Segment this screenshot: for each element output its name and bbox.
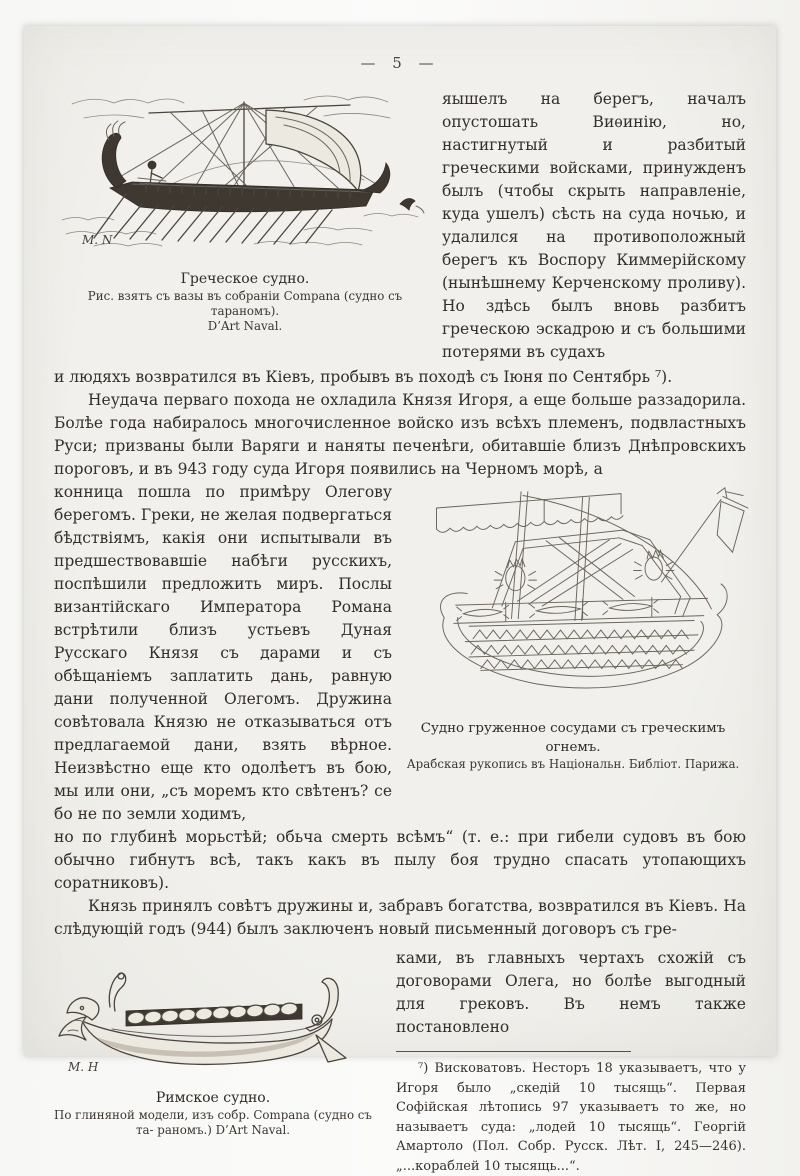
caption-source: По глиняной модели, изъ собр. Compana (судно съ та- раномъ.) D’Art Naval. <box>54 1108 372 1137</box>
bottom-right-column <box>396 947 746 1176</box>
fire-ship-illustration <box>400 481 746 709</box>
paragraph-treaty-continued: ками, въ главныхъ чертахъ схожій съ договорами Олега, но болѣе выгодный для грековъ. Въ немъ также постановлено <box>396 949 746 1036</box>
page-number: — 5 — <box>360 54 440 72</box>
roman-ship-caption <box>54 1089 372 1138</box>
figure-fire-ship <box>400 481 746 772</box>
artist-signature-2: M. H <box>68 1060 99 1074</box>
book-page <box>24 26 776 1174</box>
artist-signature-1: M. N <box>82 233 113 247</box>
figure-greek-ship <box>54 88 436 334</box>
bottom-row <box>54 947 746 1176</box>
paragraph-quote-explanation: но по глубинѣ морьстѣй; обьча смерть всѣмъ“ (т. е.: при гибели судовъ въ бою обычно гибнутъ всѣ, такъ какъ въ пылу боя трудно спасать утопающихъ соратниковъ). <box>54 828 746 892</box>
middle-row <box>54 481 746 826</box>
paragraph-second-campaign: Неудача перваго похода не охладила Князя Игоря, а еще больше раззадорила. Болѣе года набиралось многочисленное войско изъ всѣхъ племенъ, подвластныхъ Руси; призваны были Варяги и наняты печенѣги, обитавшіе близъ Днѣпровскихъ пороговъ, и въ 943 году суда Игоря появились на Черномъ морѣ, а <box>54 391 746 478</box>
footnote-divider <box>396 1051 631 1052</box>
paragraph-igor-first-campaign: яышелъ на берегъ, началъ опустошать Виѳинію, но, настигнутый и разбитый греческими войсками, принужденъ былъ (чтобы скрыть направленіе, куда ушелъ) сѣсть на суда ночью, и удалился на противоположный берегъ къ Воспору Киммерійскому (нынѣшнему Керченскому проливу). Но здѣсь былъ вновь разбитъ греческою эскадрою и съ большими потерями въ судахъ <box>442 90 746 361</box>
caption-title: Греческое судно. <box>180 271 310 287</box>
caption-title: Судно груженное сосудами съ греческимъ огнемъ. <box>420 721 726 755</box>
caption-source: Арабская рукопись въ Національн. Библіот. Парижа. <box>406 757 740 771</box>
fire-ship-caption <box>400 719 746 772</box>
paragraph-greeks-peace: конница пошла по примѣру Олегову берегомъ. Греки, не желая подвергаться бѣдствіямъ, какія они испытывали въ предшествовавшіе набѣги русскихъ, поспѣшили предложить миръ. Послы византійскаго Императора Романа встрѣтили близъ устьевъ Дуная Русскаго Князя съ дарами и съ обѣщаніемъ заплатить дань, равную дани полученной Олегомъ. Дружина совѣтовала Князю не отказываться отъ предлагаемой дани, взять вѣрное. Неизвѣстно еще кто одолѣетъ въ бою, мы или они, „съ моремъ кто свѣтенъ? се бо не по земли ходимъ, <box>54 483 392 823</box>
caption-title: Римское судно. <box>155 1090 271 1106</box>
caption-source-2: D’Art Naval. <box>207 319 283 333</box>
caption-source: Рис. взятъ съ вазы въ собраніи Compana (судно съ тараномъ). <box>87 289 403 318</box>
roman-ship-illustration <box>54 961 360 1079</box>
top-row <box>54 88 746 364</box>
paragraph-treaty-944: Князь принялъ совѣтъ дружины и, забравъ богатства, возвратился въ Кіевъ. На слѣдующій годъ (944) былъ заключенъ новый письменный договоръ съ гре- <box>54 897 746 938</box>
figure-roman-ship <box>54 947 372 1138</box>
footnote-viskovatov: ⁷) Висковатовъ. Несторъ 18 указываетъ, что у Игоря было „скедій 10 тысящь“. Первая Софійская лѣтопись 97 указываетъ то же, но называетъ суда: „лодей 10 тысящь“. Георгій Амартоло (Пол. Собр. Русск. Лѣт. I, 245—246). „...кораблей 10 тысящь...“. <box>396 1061 746 1174</box>
greek-ship-illustration <box>54 88 432 260</box>
greek-ship-caption <box>54 270 436 334</box>
paragraph-return-kiev: и людяхъ возвратился въ Кіевъ, пробывъ въ походѣ съ Іюня по Сентябрь ⁷). <box>54 368 673 386</box>
